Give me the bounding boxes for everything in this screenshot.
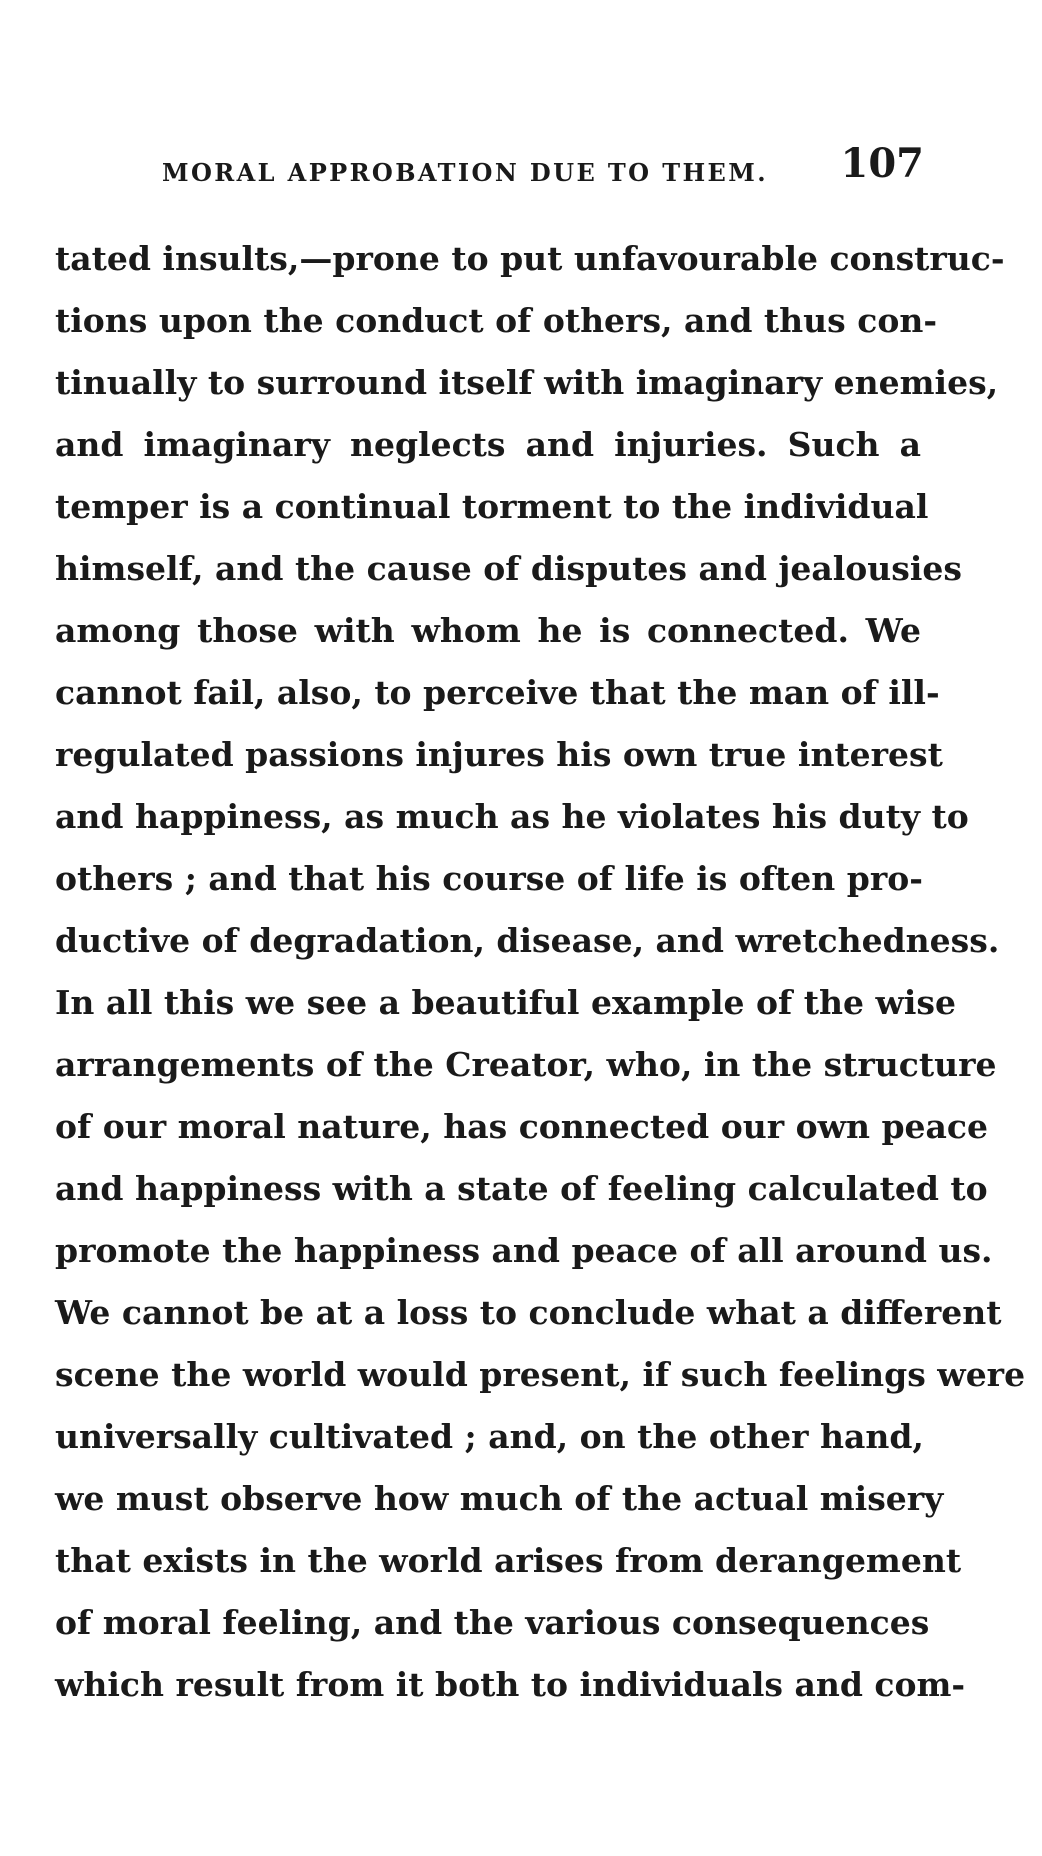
text-line: and happiness with a state of feeling calculated to — [55, 1169, 988, 1208]
text-line: others ; and that his course of life is often pro- — [55, 859, 923, 898]
text-line: which result from it both to individuals and com- — [55, 1665, 966, 1704]
running-title: MORAL APPROBATION DUE TO THEM. — [162, 158, 768, 187]
text-line: of our moral nature, has connected our own peace — [55, 1107, 989, 1146]
text-line: regulated passions injures his own true interest — [55, 735, 943, 774]
text-line: scene the world would present, if such feelings were — [55, 1355, 1026, 1394]
text-line: In all this we see a beautiful example of the wise — [55, 983, 956, 1022]
text-line: We cannot be at a loss to conclude what a different — [55, 1293, 1002, 1332]
text-line: tated insults,—prone to put unfavourable construc- — [55, 239, 1005, 278]
text-line: and imaginary neglects and injuries. Such a — [55, 425, 921, 464]
text-line: ductive of degradation, disease, and wretchedness. — [55, 921, 1000, 960]
text-line: tinually to surround itself with imaginary enemies, — [55, 363, 999, 402]
text-line: cannot fail, also, to perceive that the man of ill- — [55, 673, 940, 712]
text-line: and happiness, as much as he violates his duty to — [55, 797, 969, 836]
page-number: 107 — [840, 140, 924, 187]
text-line: universally cultivated ; and, on the other hand, — [55, 1417, 924, 1456]
running-head — [162, 140, 924, 190]
text-line: temper is a continual torment to the individual — [55, 487, 929, 526]
text-line: tions upon the conduct of others, and thus con- — [55, 301, 938, 340]
text-line: promote the happiness and peace of all around us. — [55, 1231, 993, 1270]
text-line: himself, and the cause of disputes and jealousies — [55, 549, 962, 588]
text-line: arrangements of the Creator, who, in the structure — [55, 1045, 997, 1084]
text-line: of moral feeling, and the various consequences — [55, 1603, 930, 1642]
text-line: among those with whom he is connected. We — [55, 611, 921, 650]
body-text — [55, 228, 1026, 1716]
text-line: that exists in the world arises from derangement — [55, 1541, 962, 1580]
text-line: we must observe how much of the actual misery — [55, 1479, 944, 1518]
